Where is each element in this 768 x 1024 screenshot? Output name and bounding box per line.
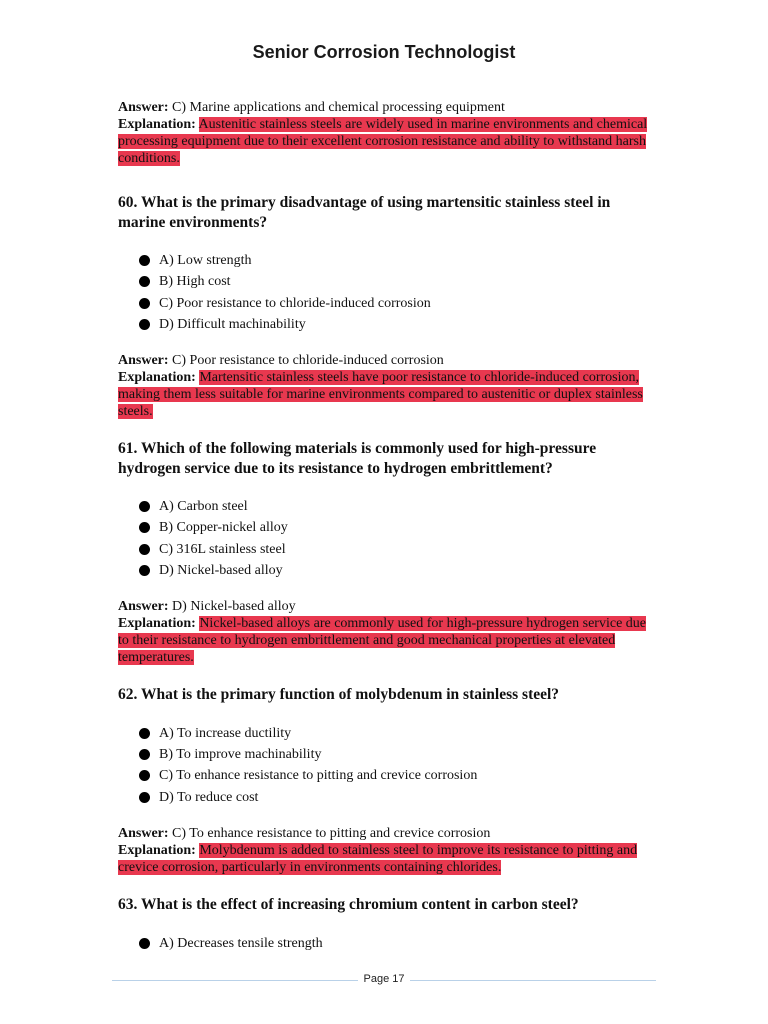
bullet-icon [139, 938, 150, 949]
bullet-icon [139, 749, 150, 760]
option-item: A) Carbon steel [118, 496, 658, 517]
question-60-options [118, 250, 658, 335]
option-item: C) 316L stainless steel [118, 539, 658, 560]
question-63-options [118, 933, 658, 954]
answer-block-61 [118, 598, 658, 615]
option-item: D) Difficult machinability [118, 314, 658, 335]
explanation-text: Martensitic stainless steels have poor resistance to chloride-induced corrosion, making them less suitable for marine environments compared to austenitic or duplex stainless steels. [118, 370, 643, 420]
bullet-icon [139, 319, 150, 330]
explanation-text: Nickel-based alloys are commonly used for high-pressure hydrogen service due to their resistance to hydrogen embrittlement and good mechanical properties at elevated temperatures. [118, 616, 646, 666]
bullet-icon [139, 522, 150, 533]
explanation-label: Explanation: [118, 117, 196, 132]
answer-text: D) Nickel-based alloy [172, 599, 296, 615]
question-62-options [118, 723, 658, 808]
answer-block-prev [118, 99, 658, 116]
bullet-icon [139, 792, 150, 803]
option-item: C) Poor resistance to chloride-induced corrosion [118, 293, 658, 314]
bullet-icon [139, 255, 150, 266]
option-item: B) Copper-nickel alloy [118, 517, 658, 538]
answer-label: Answer: [118, 100, 169, 115]
answer-label: Answer: [118, 599, 169, 615]
answer-label: Answer: [118, 353, 169, 369]
option-item: B) To improve machinability [118, 744, 658, 765]
page-number [0, 973, 768, 985]
explanation-block-60 [118, 369, 658, 420]
answer-text: C) To enhance resistance to pitting and crevice corrosion [172, 826, 491, 842]
bullet-icon [139, 276, 150, 287]
option-item: C) To enhance resistance to pitting and crevice corrosion [118, 765, 658, 786]
question-62-title: 62. What is the primary function of molybdenum in stainless steel? [118, 686, 560, 704]
explanation-label: Explanation: [118, 370, 196, 386]
option-item: D) Nickel-based alloy [118, 560, 658, 581]
question-63-title: 63. What is the effect of increasing chromium content in carbon steel? [118, 896, 579, 914]
answer-label: Answer: [118, 826, 169, 842]
bullet-icon [139, 565, 150, 576]
bullet-icon [139, 728, 150, 739]
option-item: B) High cost [118, 271, 658, 292]
explanation-block-62 [118, 842, 658, 876]
page-number-label: Page 17 [358, 973, 411, 985]
answer-block-60 [118, 352, 658, 369]
answer-text: C) Marine applications and chemical processing equipment [172, 100, 505, 115]
option-item: D) To reduce cost [118, 787, 658, 808]
option-item: A) Decreases tensile strength [118, 933, 658, 954]
option-item: A) Low strength [118, 250, 658, 271]
question-61-options [118, 496, 658, 581]
answer-text: C) Poor resistance to chloride-induced corrosion [172, 353, 444, 369]
question-60-title: 60. What is the primary disadvantage of using martensitic stainless steel in marine environments? [118, 194, 611, 231]
page-content [118, 99, 658, 954]
explanation-text: Molybdenum is added to stainless steel to improve its resistance to pitting and crevice corrosion, particularly in environments containing chlorides. [118, 843, 638, 876]
option-item: A) To increase ductility [118, 723, 658, 744]
explanation-label: Explanation: [118, 843, 196, 859]
bullet-icon [139, 298, 150, 309]
page-header-title: Senior Corrosion Technologist [252, 42, 516, 62]
bullet-icon [139, 770, 150, 781]
answer-block-62 [118, 825, 658, 842]
bullet-icon [139, 501, 150, 512]
question-61-title: 61. Which of the following materials is commonly used for high-pressure hydrogen service due to its resistance to hydrogen embrittlement? [118, 440, 597, 477]
explanation-text: Austenitic stainless steels are widely used in marine environments and chemical processing equipment due to their excellent corrosion resistance and ability to withstand harsh conditions. [118, 117, 648, 166]
explanation-label: Explanation: [118, 616, 196, 632]
explanation-block-prev [118, 116, 658, 167]
bullet-icon [139, 544, 150, 555]
explanation-block-61 [118, 615, 658, 666]
